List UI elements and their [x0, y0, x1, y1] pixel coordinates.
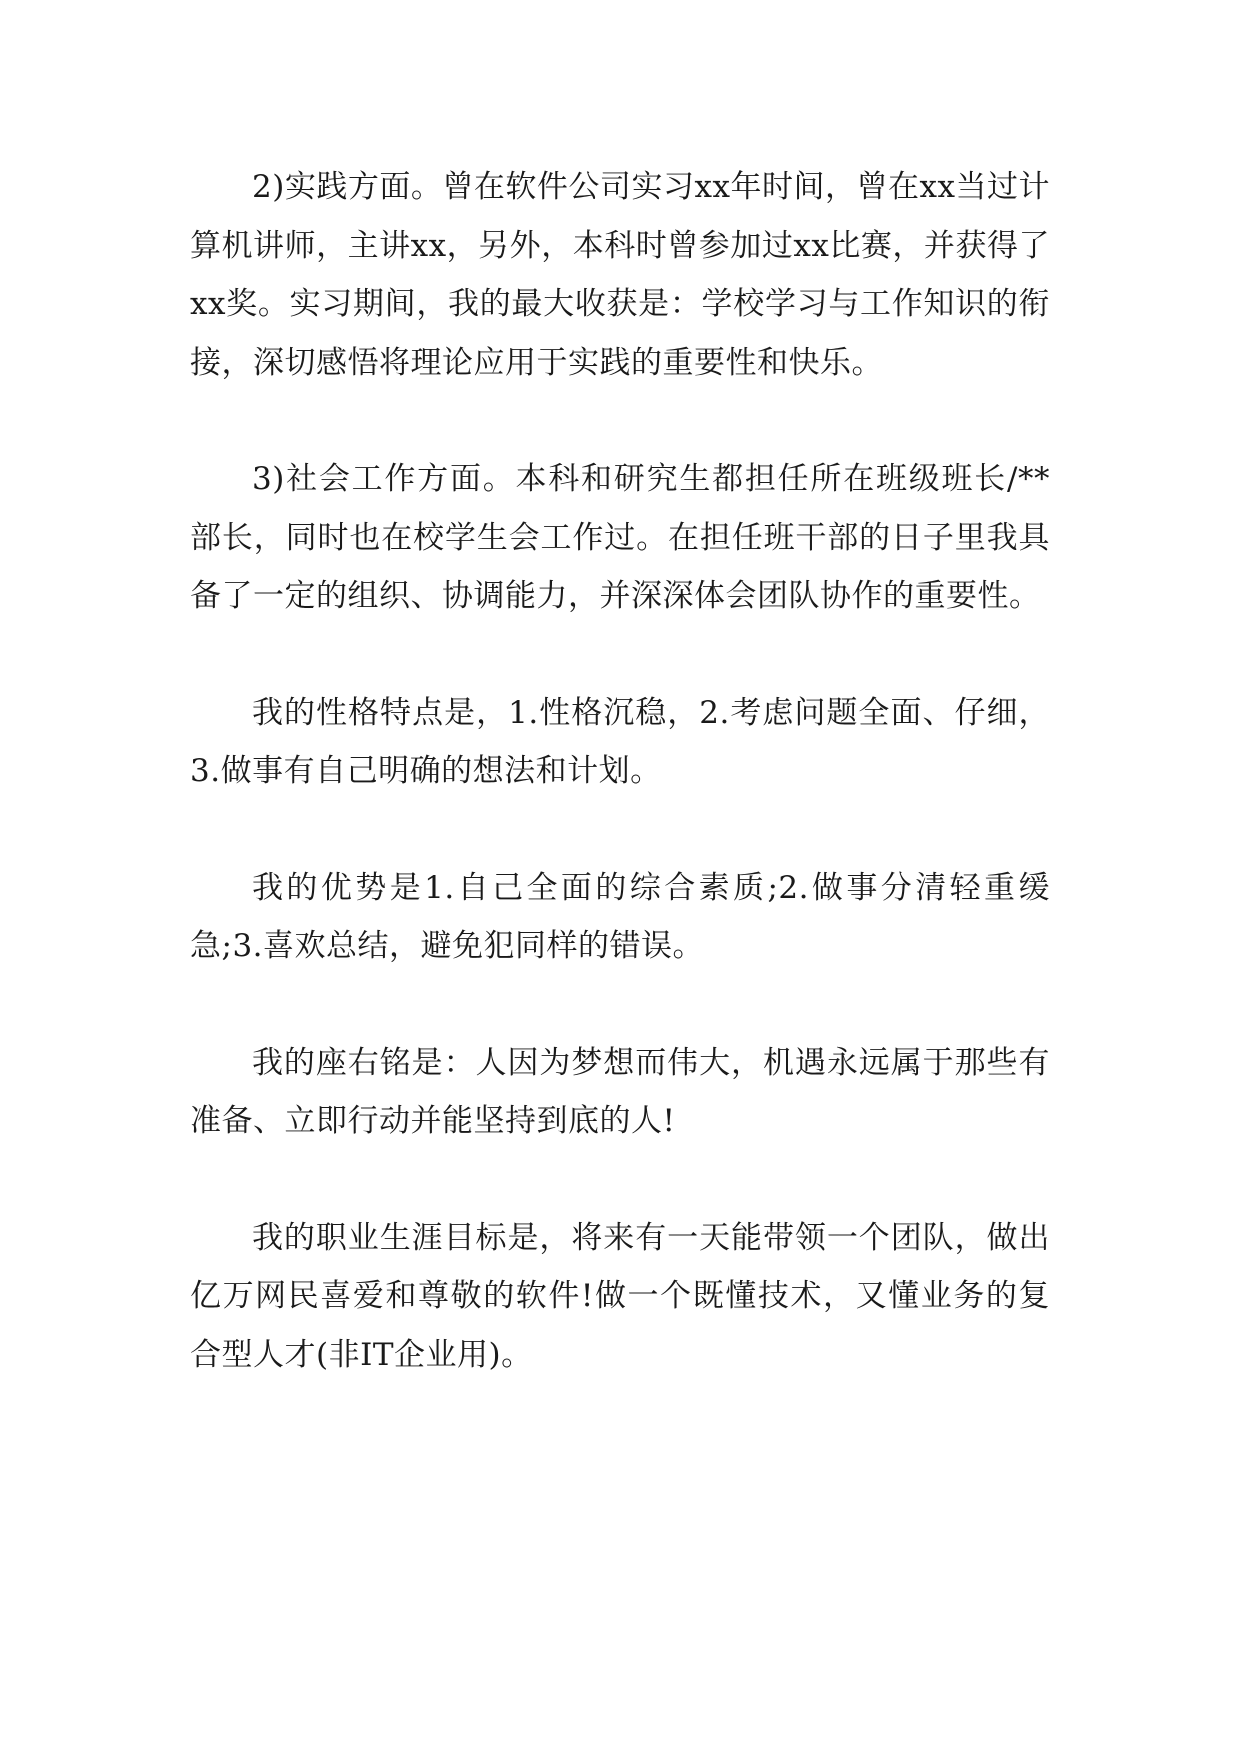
paragraph-motto: 我的座右铭是：人因为梦想而伟大，机遇永远属于那些有准备、立即行动并能坚持到底的人! — [190, 1044, 1050, 1139]
paragraph-strengths: 我的优势是1.自己全面的综合素质;2.做事分清轻重缓急;3.喜欢总结，避免犯同样的错误。 — [190, 869, 1050, 964]
paragraph-gap — [190, 392, 1050, 450]
paragraph-social-work: 3)社会工作方面。本科和研究生都担任所在班级班长/**部长，同时也在校学生会工作过。在担任班干部的日子里我具备了一定的组织、协调能力，并深深体会团队协作的重要性。 — [190, 461, 1050, 614]
paragraph-practice: 2)实践方面。曾在软件公司实习xx年时间，曾在xx当过计算机讲师，主讲xx，另外，本科时曾参加过xx比赛，并获得了xx奖。实习期间，我的最大收获是：学校学习与工作知识的衔接，深切感悟将理论应用于实践的重要性和快乐。 — [190, 169, 1050, 381]
paragraph-gap — [190, 976, 1050, 1034]
document-body — [190, 158, 1050, 1384]
paragraph-personality: 我的性格特点是，1.性格沉稳，2.考虑问题全面、仔细，3.做事有自己明确的想法和计划。 — [190, 694, 1050, 789]
paragraph-gap — [190, 801, 1050, 859]
paragraph-gap — [190, 1151, 1050, 1209]
paragraph-career-goal: 我的职业生涯目标是，将来有一天能带领一个团队，做出亿万网民喜爱和尊敬的软件!做一个既懂技术，又懂业务的复合型人才(非IT企业用)。 — [190, 1219, 1050, 1373]
paragraph-gap — [190, 626, 1050, 684]
